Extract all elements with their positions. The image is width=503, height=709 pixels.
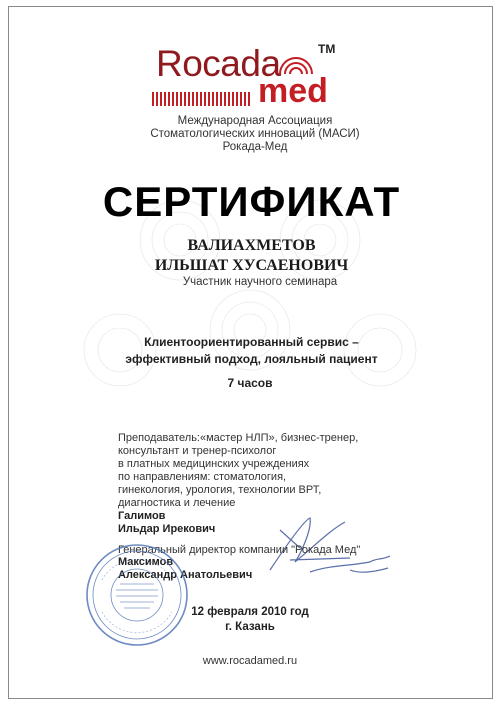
teacher-line: в платных медицинских учреждениях [118, 458, 310, 470]
logo-trademark: TM [318, 42, 336, 56]
issue-date [150, 605, 350, 635]
certificate-title: СЕРТИФИКАТ [102, 178, 401, 225]
association-line: Международная Ассоциация [177, 115, 333, 127]
recipient-role: Участник научного семинара [182, 276, 338, 288]
logo-med-text: med [258, 72, 328, 110]
director-title: Генеральный директор компании "Рокада Мед" [118, 544, 361, 556]
teacher-line: Преподаватель:«мастер НЛП», бизнес-тренер, [118, 432, 359, 444]
rocada-med-logo [152, 42, 362, 110]
recipient-surname: ВАЛИАХМЕТОВ [187, 237, 316, 254]
teacher-description [118, 432, 378, 510]
teacher-line: диагностика и лечение [118, 497, 236, 509]
association-line: Рокада-Мед [222, 141, 288, 153]
logo-stripes [152, 92, 250, 106]
teacher-name [118, 510, 215, 536]
issue-date-line: 12 февраля 2010 год [191, 606, 309, 618]
teacher-line: гинекология, урология, технологии ВРТ, [118, 484, 322, 496]
logo-rocada-text: Rocada [156, 43, 281, 84]
director-given-names: Александр Анатольевич [118, 569, 253, 581]
director-surname: Максимов [118, 556, 174, 568]
seminar-title-line: Клиентоориентированный сервис – [144, 335, 359, 349]
association-name [100, 115, 410, 154]
teacher-given-names: Ильдар Ирекович [118, 523, 216, 535]
seminar-hours: 7 часов [227, 376, 273, 390]
recipient-given-names: ИЛЬШАТ ХУСАЕНОВИЧ [154, 257, 349, 274]
teacher-line: консультант и тренер-психолог [118, 445, 277, 457]
website-url: www.rocadamed.ru [202, 655, 298, 667]
issue-city: г. Казань [225, 621, 275, 633]
teacher-surname: Галимов [118, 510, 166, 522]
seminar-title-line: эффективный подход, лояльный пациент [125, 352, 378, 366]
recipient-name [60, 236, 443, 276]
teacher-line: по направлениям: стоматология, [118, 471, 287, 483]
seminar-title [90, 334, 413, 368]
association-line: Стоматологических инноваций (МАСИ) [150, 128, 360, 140]
